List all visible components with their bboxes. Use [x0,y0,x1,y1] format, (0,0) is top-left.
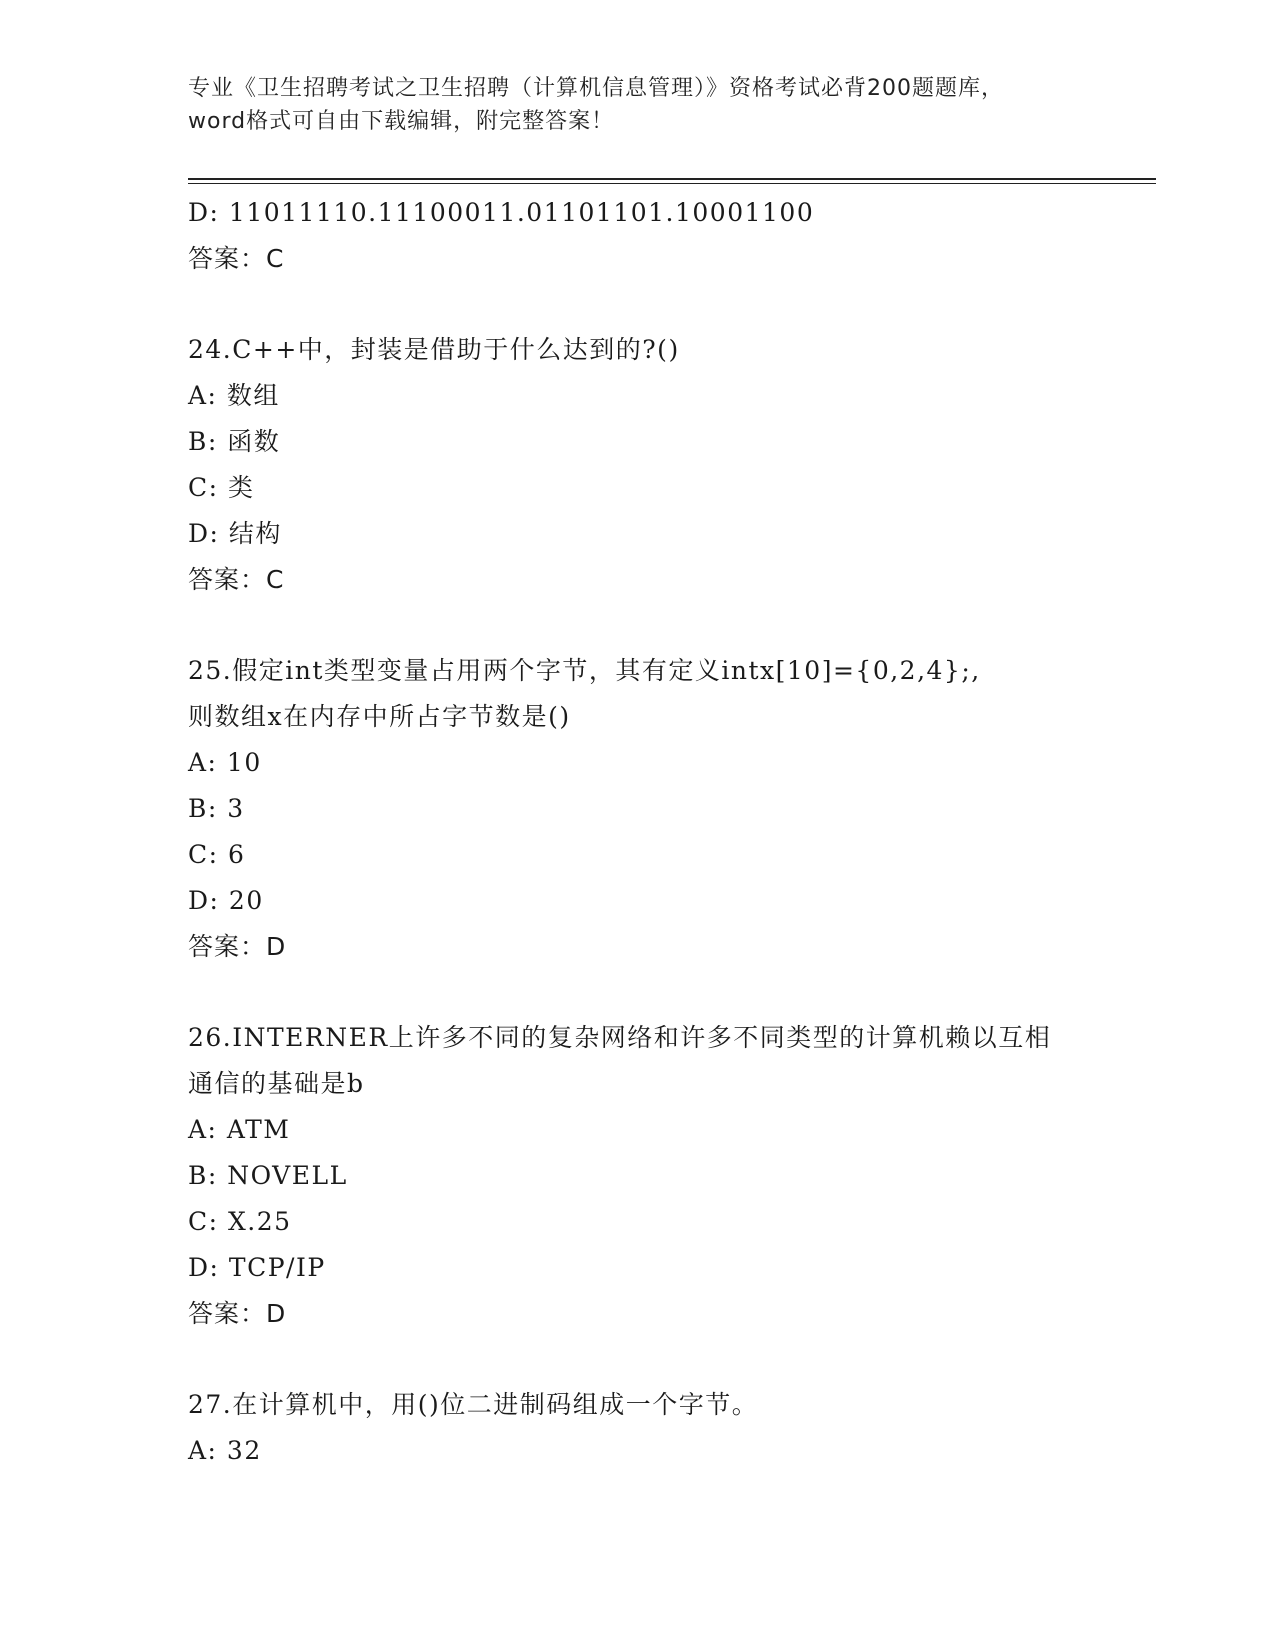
question-block-23 [188,190,1088,282]
answer-line: 答案：D [188,932,287,961]
header-divider-thick [188,178,1156,180]
option-c: C: 类 [188,473,255,502]
option-c: C: X.25 [188,1207,292,1236]
question-text-continued: 通信的基础是b [188,1069,365,1098]
option-a: A: 32 [188,1436,262,1465]
question-text-continued: 则数组x在内存中所占字节数是() [188,702,571,731]
option-d: D: 20 [188,886,264,915]
option-b: B: 函数 [188,427,281,456]
question-text: 24.C++中，封装是借助于什么达到的?() [188,335,680,364]
header-line-2: word格式可自由下载编辑，附完整答案！ [188,109,615,134]
question-text: 26.INTERNER上许多不同的复杂网络和许多不同类型的计算机赖以互相 [188,1023,1052,1052]
header-line-1: 专业《卫生招聘考试之卫生招聘（计算机信息管理）》资格考试必背200题题库， [188,76,1004,101]
option-a: A: 数组 [188,381,280,410]
header-divider-thin [188,183,1156,184]
question-block-27 [188,1382,1088,1474]
option-d: D: TCP/IP [188,1253,326,1282]
option-d: D: 结构 [188,519,282,548]
question-text: 27.在计算机中，用()位二进制码组成一个字节。 [188,1390,759,1419]
question-block-26 [188,1015,1088,1337]
document-header [188,72,1088,138]
answer-line: 答案：D [188,1299,287,1328]
question-list [188,190,1088,1474]
option-b: B: 3 [188,794,245,823]
option-b: B: NOVELL [188,1161,348,1190]
option-c: C: 6 [188,840,246,869]
option-a: A: ATM [188,1115,291,1144]
option-d: D: 11011110.11100011.01101101.10001100 [188,198,815,227]
question-block-25 [188,648,1088,970]
answer-line: 答案：C [188,565,285,594]
question-block-24 [188,327,1088,603]
option-a: A: 10 [188,748,262,777]
answer-line: 答案：C [188,244,285,273]
question-text: 25.假定int类型变量占用两个字节，其有定义intx[10]={0,2,4};, [188,656,981,685]
